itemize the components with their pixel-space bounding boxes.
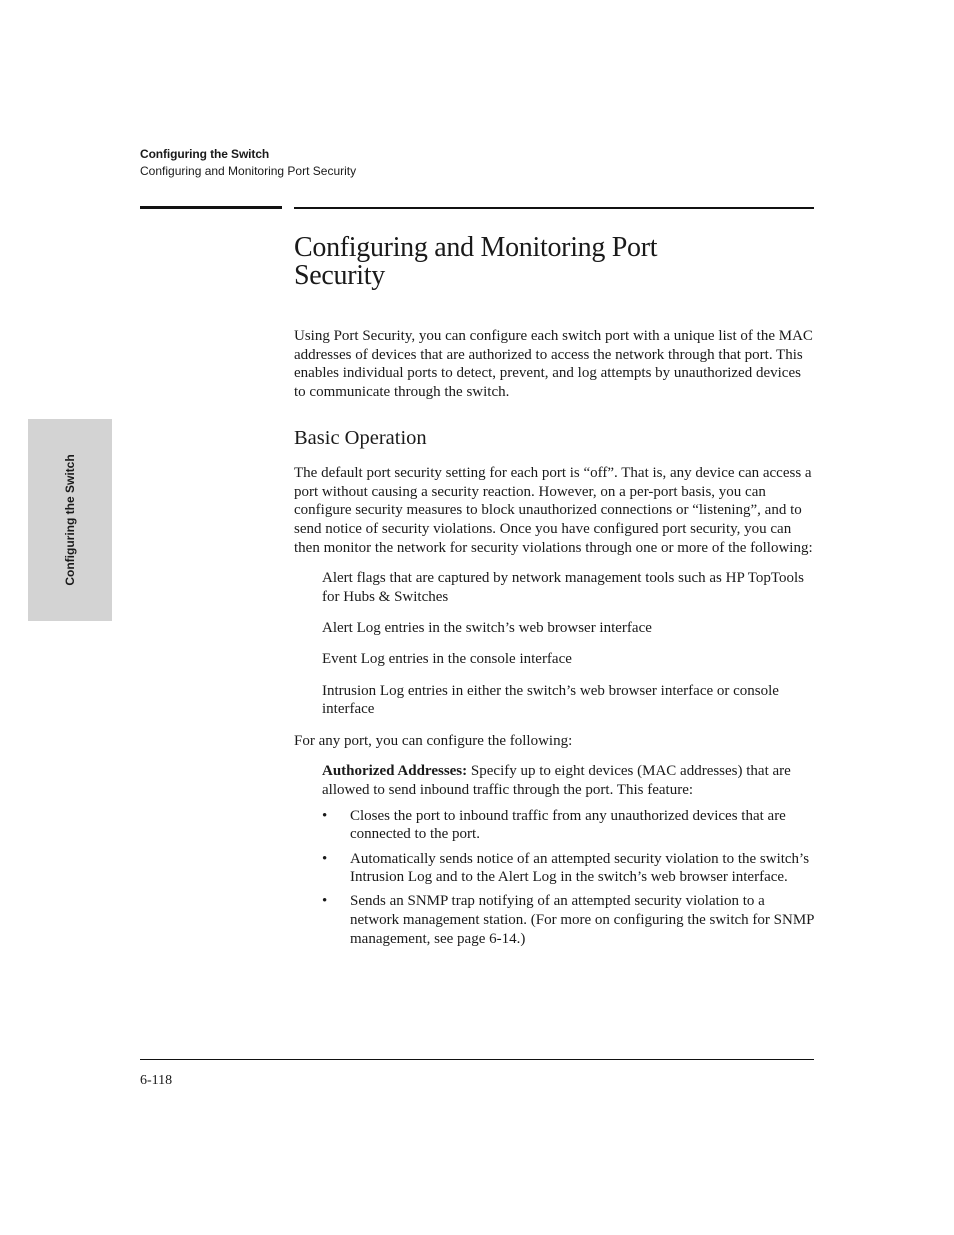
bullet-marker: • (322, 893, 328, 910)
footer-rule (140, 1059, 814, 1060)
page-title: Configuring and Monitoring Port Security (294, 232, 658, 291)
running-header-section: Configuring and Monitoring Port Security (140, 164, 357, 178)
bullet-marker: • (322, 850, 328, 867)
monitor-item-alert-flags: Alert flags that are captured by network management tools such as HP TopTools for Hubs & Switches (322, 570, 804, 606)
monitor-list (322, 569, 814, 719)
running-header-chapter: Configuring the Switch (140, 147, 270, 161)
header-rule-left (140, 206, 282, 209)
bullet-marker: • (322, 807, 328, 824)
section-heading-basic-operation: Basic Operation (294, 426, 427, 449)
bullet-item (322, 850, 814, 887)
monitor-item-alert-log: Alert Log entries in the switch’s web browser interface (322, 620, 652, 637)
authorized-addresses-paragraph (322, 762, 814, 799)
bullet-text: Automatically sends notice of an attempted security violation to the switch’s Intrusion Log and to the Alert Log in the switch’s web browser interface. (350, 850, 810, 886)
authorized-addresses-text: Specify up to eight devices (MAC addresses) that are allowed to send inbound traffic through the port. This feature: (322, 763, 791, 798)
monitor-item-event-log: Event Log entries in the console interface (322, 651, 572, 668)
bullet-item (322, 807, 814, 844)
basic-operation-paragraph: The default port security setting for each port is “off”. That is, any device can access a port without causing a security reaction. However, on a per-port basis, you can configure security measures to block unauthorized connections or “listening”, and to send notice of security violations. Once you have configured port security, you can then monitor the network for security violations through one or more of the following: (294, 464, 813, 556)
header-rule-right (294, 207, 814, 209)
intro-paragraph: Using Port Security, you can configure each switch port with a unique list of the MAC addresses of devices that are authorized to access the network through that port. This enables individual ports to detect, prevent, and log attempts by unauthorized devices to communicate through the switch. (294, 328, 813, 401)
authorized-addresses-term: Authorized Addresses: (322, 763, 468, 780)
main-content (294, 234, 814, 954)
chapter-side-tab (28, 419, 112, 621)
bullet-item (322, 892, 814, 948)
bullet-text: Sends an SNMP trap notifying of an attempted security violation to a network management station. (For more on configuring the switch for SNMP management, see page 6-14.) (350, 893, 814, 947)
side-tab-label: Configuring the Switch (63, 454, 77, 586)
page-number: 6-118 (140, 1073, 173, 1088)
config-intro: For any port, you can configure the following: (294, 732, 573, 749)
monitor-item-intrusion-log: Intrusion Log entries in either the switch’s web browser interface or console interface (322, 682, 779, 718)
bullet-text: Closes the port to inbound traffic from any unauthorized devices that are connected to the port. (350, 807, 786, 843)
feature-bullet-list (322, 807, 814, 949)
